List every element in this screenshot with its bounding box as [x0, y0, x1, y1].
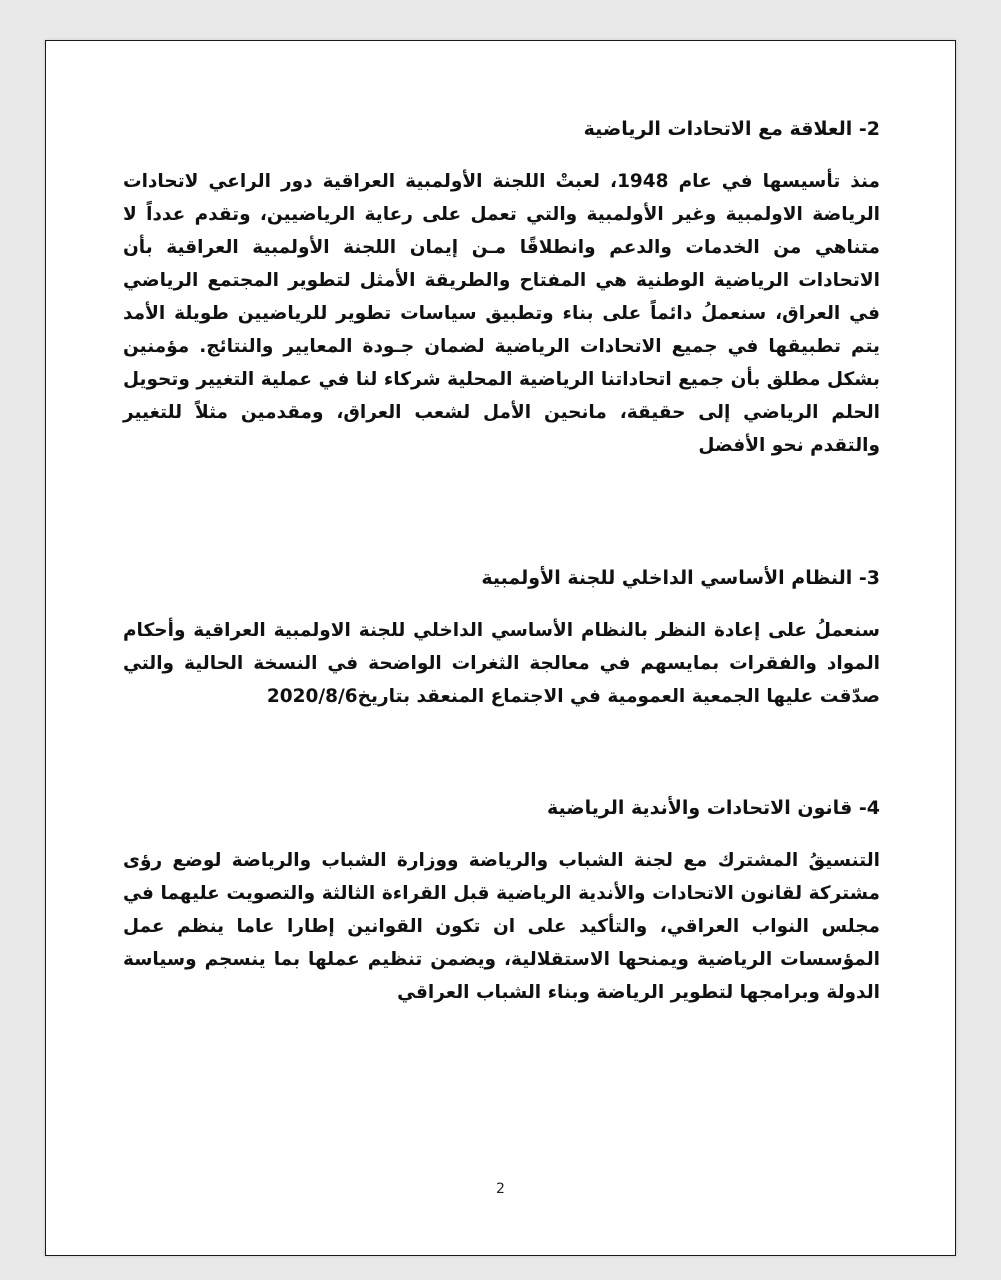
- section-body-federations: منذ تأسيسها في عام 1948، لعبتْ اللجنة الأولمبية العراقية دور الراعي لاتحادات الرياضة الاولمبية وغير الأولمبية والتي تعمل على رعاية الرياضيين، وتقدم عدداً لا متناهي من الخدمات والدعم وانطلاقًا مـن إيمان اللجنة الأولمبية العراقية بأن الاتحادات الرياضية الوطنية هي المفتاح والطريقة الأمثل لتطوير المجتمع الرياضي في العراق، سنعملُ دائماً على بناء وتطبيق سياسات تطوير للرياضيين طويلة الأمد يتم تطبيقها في جميع الاتحادات الرياضية لضمان جـودة المعايير والنتائج. مؤمنين بشكل مطلق بأن جميع اتحاداتنا الرياضية المحلية شركاء لنا في عملية التغيير وتحويل الحلم الرياضي إلى حقيقة، مانحين الأمل لشعب العراق، ومقدمين مثلاً للتغيير والتقدم نحو الأفضل: [123, 171, 880, 456]
- section-heading-internal-statute: 3- النظام الأساسي الداخلي للجنة الأولمبية: [481, 567, 880, 589]
- page-number: 2: [496, 1181, 505, 1197]
- section-body-federations-law: التنسيقُ المشترك مع لجنة الشباب والرياضة ووزارة الشباب والرياضة لوضع رؤى مشتركة لقانون الاتحادات والأندية الرياضية قبل القراءة الثالثة والتصويت عليهما في مجلس النواب العراقي، والتأكيد على ان تكون القوانين إطارا عاما ينظم عمل المؤسسات الرياضية ويمنحها الاستقلالية، ويضمن تنظيم عملها بما ينسجم وسياسة الدولة وبرامجها لتطوير الرياضة وبناء الشباب العراقي: [123, 850, 880, 1003]
- section-heading-federations: 2- العلاقة مع الاتحادات الرياضية: [583, 118, 880, 140]
- section-heading-federations-law: 4- قانون الاتحادات والأندية الرياضية: [546, 797, 880, 819]
- section-body-internal-statute: سنعملُ على إعادة النظر بالنظام الأساسي الداخلي للجنة الاولمبية العراقية وأحكام المواد والفقرات بمايسهم في معالجة الثغرات الواضحة في النسخة الحالية والتي صدّقت عليها الجمعية العمومية في الاجتماع المنعقد بتاريخ2020/8/6: [123, 620, 880, 707]
- document-page: [45, 40, 956, 1256]
